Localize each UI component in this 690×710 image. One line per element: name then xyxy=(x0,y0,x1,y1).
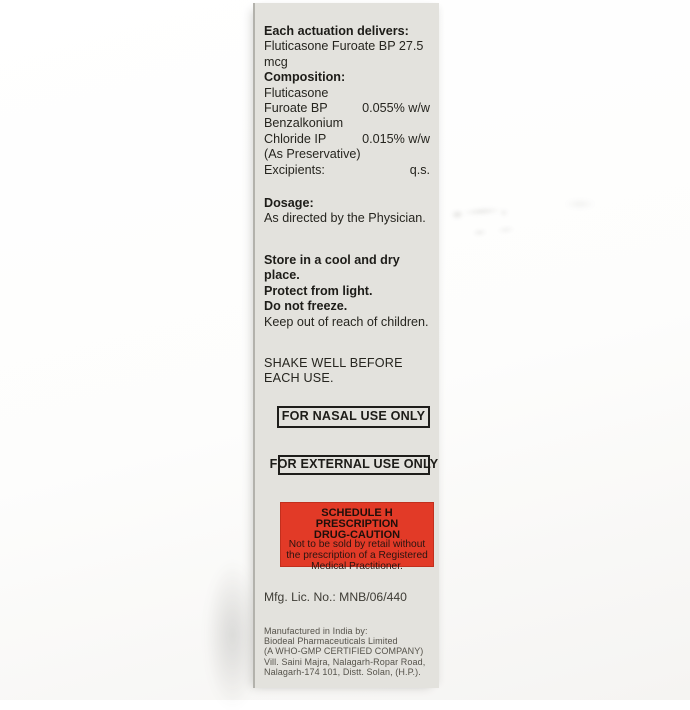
manufacturer-section xyxy=(264,626,430,677)
manufacturer-line: Manufactured in India by: xyxy=(264,626,368,636)
ingredient-name: (As Preservative) xyxy=(264,147,361,162)
ingredient-name: Fluticasone xyxy=(264,85,329,100)
label-panel xyxy=(253,3,439,688)
manufacturer-line: (A WHO-GMP CERTIFIED COMPANY) xyxy=(264,646,424,657)
storage-section xyxy=(264,253,430,315)
composition-heading: Composition: xyxy=(264,70,346,85)
composition-row xyxy=(264,163,430,178)
children-warning: Keep out of reach of children. xyxy=(264,315,429,329)
ingredient-name: Excipients: xyxy=(264,162,325,177)
ingredient-value: 0.055% w/w xyxy=(362,101,430,116)
caution-body-line: the prescription of a Registered xyxy=(286,549,428,561)
mfg-licence-number: Mfg. Lic. No.: MNB/06/440 xyxy=(264,590,407,604)
ingredient-value: q.s. xyxy=(409,162,430,177)
nasal-use-box: FOR NASAL USE ONLY xyxy=(277,406,430,428)
watermark-smudge xyxy=(470,224,519,239)
composition-row xyxy=(264,86,430,101)
manufacturer-line: Vill. Saini Majra, Nalagarh-Ropar Road, xyxy=(264,656,426,667)
storage-line: Protect from light. xyxy=(264,283,373,298)
ingredient-value: 0.015% w/w xyxy=(362,131,430,146)
actuation-heading: Each actuation delivers: xyxy=(264,24,409,38)
ingredient-name: Furoate BP xyxy=(264,101,328,116)
storage-line: Do not freeze. xyxy=(264,299,348,314)
ingredient-name: Chloride IP xyxy=(264,131,327,146)
storage-line: Store in a cool and dry place. xyxy=(264,253,400,283)
composition-row xyxy=(264,101,430,116)
shake-instruction xyxy=(264,356,430,387)
caution-heading-line: SCHEDULE H PRESCRIPTION xyxy=(315,507,399,530)
caution-body-line: Not to be sold by retail without xyxy=(288,539,426,551)
carton-shadow xyxy=(205,560,260,710)
composition-section xyxy=(264,24,430,178)
external-use-box: FOR EXTERNAL USE ONLY xyxy=(278,455,430,475)
shake-line: SHAKE WELL BEFORE xyxy=(264,356,403,370)
ingredient-name: Benzalkonium xyxy=(264,116,344,131)
dosage-text: As directed by the Physician. xyxy=(264,211,426,226)
dosage-section xyxy=(264,196,430,227)
caution-body-line: Medical Practitioner. xyxy=(311,560,403,572)
schedule-h-caution-box xyxy=(280,502,434,572)
caution-heading-line: DRUG-CAUTION xyxy=(313,528,401,541)
composition-row xyxy=(264,147,430,162)
label-content xyxy=(264,3,439,688)
watermark-smudge xyxy=(560,198,600,210)
shake-line: EACH USE. xyxy=(264,371,334,386)
manufacturer-line: Nalagarh-174 101, Distt. Solan, (H.P.). xyxy=(264,666,421,677)
actuation-value: Fluticasone Furoate BP 27.5 mcg xyxy=(264,39,424,69)
composition-row xyxy=(264,132,430,147)
manufacturer-line: Biodeal Pharmaceuticals Limited xyxy=(264,636,398,647)
dosage-heading: Dosage: xyxy=(264,196,314,210)
composition-row xyxy=(264,116,430,131)
watermark-smudge xyxy=(448,204,511,222)
